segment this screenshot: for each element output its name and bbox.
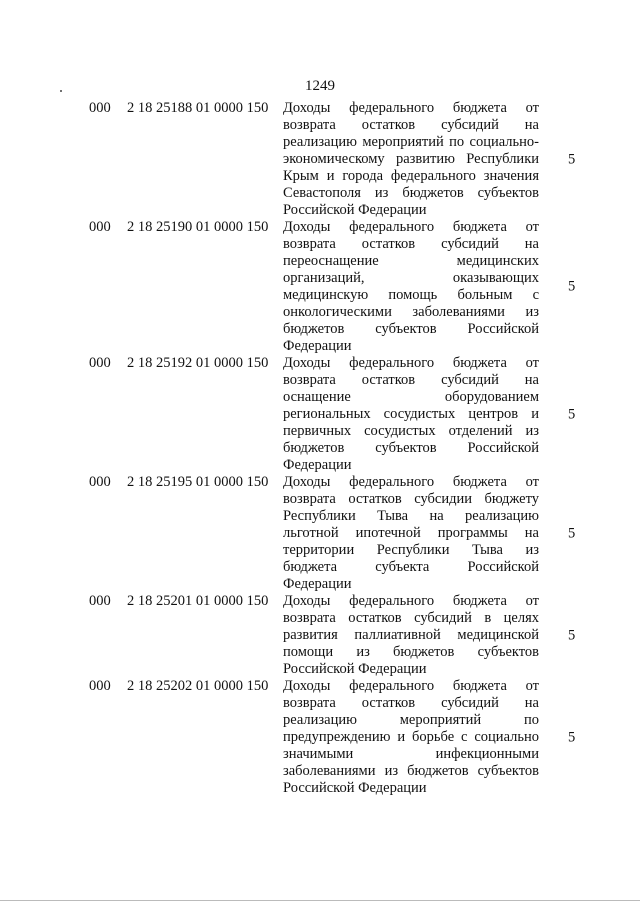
description-line: Доходы федерального бюджета от xyxy=(283,219,539,235)
description-line: Доходы федерального бюджета от xyxy=(283,100,539,116)
table-row xyxy=(0,678,640,797)
description-line: значимыми инфекционными xyxy=(283,746,539,762)
amount-value: 5 xyxy=(568,406,576,422)
description-line: возврата остатков субсидий на xyxy=(283,372,539,388)
revenue-description xyxy=(283,219,539,355)
description-line: Федерации xyxy=(283,576,352,592)
budget-classification-code: 2 18 25190 01 0000 150 xyxy=(127,219,269,235)
page-number: 1249 xyxy=(305,78,335,94)
budget-classification-code: 2 18 25202 01 0000 150 xyxy=(127,678,269,694)
description-line: экономическому развитию Республики xyxy=(283,151,539,167)
page-bottom-edge xyxy=(0,900,640,901)
description-line: льготной ипотечной программы на xyxy=(283,525,539,541)
amount-value: 5 xyxy=(568,151,576,167)
description-line: Доходы федерального бюджета от xyxy=(283,474,539,490)
description-line: онкологическими заболеваниями из xyxy=(283,304,539,320)
description-line: Доходы федерального бюджета от xyxy=(283,593,539,609)
description-line: Российской Федерации xyxy=(283,202,427,218)
description-line: Российской Федерации xyxy=(283,780,427,796)
description-line: оснащение оборудованием xyxy=(283,389,539,405)
description-line: организаций, оказывающих xyxy=(283,270,539,286)
amount-value: 5 xyxy=(568,278,576,295)
description-line: Доходы федерального бюджета от xyxy=(283,355,539,371)
table-row xyxy=(0,593,640,678)
description-line: бюджетов субъектов Российской xyxy=(283,440,539,456)
admin-code: 000 xyxy=(89,100,111,116)
table-row xyxy=(0,355,640,474)
description-line: Севастополя из бюджетов субъектов xyxy=(283,185,539,201)
description-line: региональных сосудистых центров и xyxy=(283,406,539,422)
revenue-description xyxy=(283,593,539,678)
description-line: Доходы федерального бюджета от xyxy=(283,678,539,694)
description-line: заболеваниями из бюджетов субъектов xyxy=(283,763,539,779)
amount-value: 5 xyxy=(568,525,576,541)
description-line: Российской Федерации xyxy=(283,661,427,677)
description-line: Республики Тыва на реализацию xyxy=(283,508,539,524)
table-row xyxy=(0,474,640,593)
description-line: бюджетов субъектов Российской xyxy=(283,321,539,337)
description-line: предупреждению и борьбе с социально xyxy=(283,729,539,745)
amount-value: 5 xyxy=(568,729,576,745)
table-row xyxy=(0,219,640,355)
admin-code: 000 xyxy=(89,474,111,490)
description-line: помощи из бюджетов субъектов xyxy=(283,644,539,660)
revenue-description xyxy=(283,355,539,474)
description-line: возврата остатков субсидии бюджету xyxy=(283,491,539,507)
description-line: возврата остатков субсидий на xyxy=(283,695,539,711)
description-line: медицинскую помощь больным с xyxy=(283,287,539,303)
admin-code: 000 xyxy=(89,678,111,694)
description-line: возврата остатков субсидий на xyxy=(283,236,539,252)
description-line: развития паллиативной медицинской xyxy=(283,627,539,643)
scan-speck xyxy=(60,90,62,92)
description-line: переоснащение медицинских xyxy=(283,253,539,269)
admin-code: 000 xyxy=(89,355,111,371)
description-line: бюджета субъекта Российской xyxy=(283,559,539,575)
description-line: Федерации xyxy=(283,457,352,473)
revenue-description xyxy=(283,474,539,593)
budget-classification-code: 2 18 25192 01 0000 150 xyxy=(127,355,269,371)
description-line: первичных сосудистых отделений из xyxy=(283,423,539,439)
revenue-description xyxy=(283,100,539,219)
description-line: Федерации xyxy=(283,338,352,354)
admin-code: 000 xyxy=(89,593,111,609)
table-row xyxy=(0,100,640,219)
budget-classification-code: 2 18 25188 01 0000 150 xyxy=(127,100,269,116)
description-line: территории Республики Тыва из xyxy=(283,542,539,558)
revenue-table xyxy=(0,100,640,797)
description-line: возврата остатков субсидий на xyxy=(283,117,539,133)
description-line: возврата остатков субсидий в целях xyxy=(283,610,539,626)
description-line: реализацию мероприятий по социально- xyxy=(283,134,539,150)
admin-code: 000 xyxy=(89,219,111,235)
budget-classification-code: 2 18 25195 01 0000 150 xyxy=(127,474,269,490)
amount-value: 5 xyxy=(568,627,576,643)
revenue-description xyxy=(283,678,539,797)
budget-classification-code: 2 18 25201 01 0000 150 xyxy=(127,593,269,609)
description-line: реализацию мероприятий по xyxy=(283,712,539,728)
description-line: Крым и города федерального значения xyxy=(283,168,539,184)
